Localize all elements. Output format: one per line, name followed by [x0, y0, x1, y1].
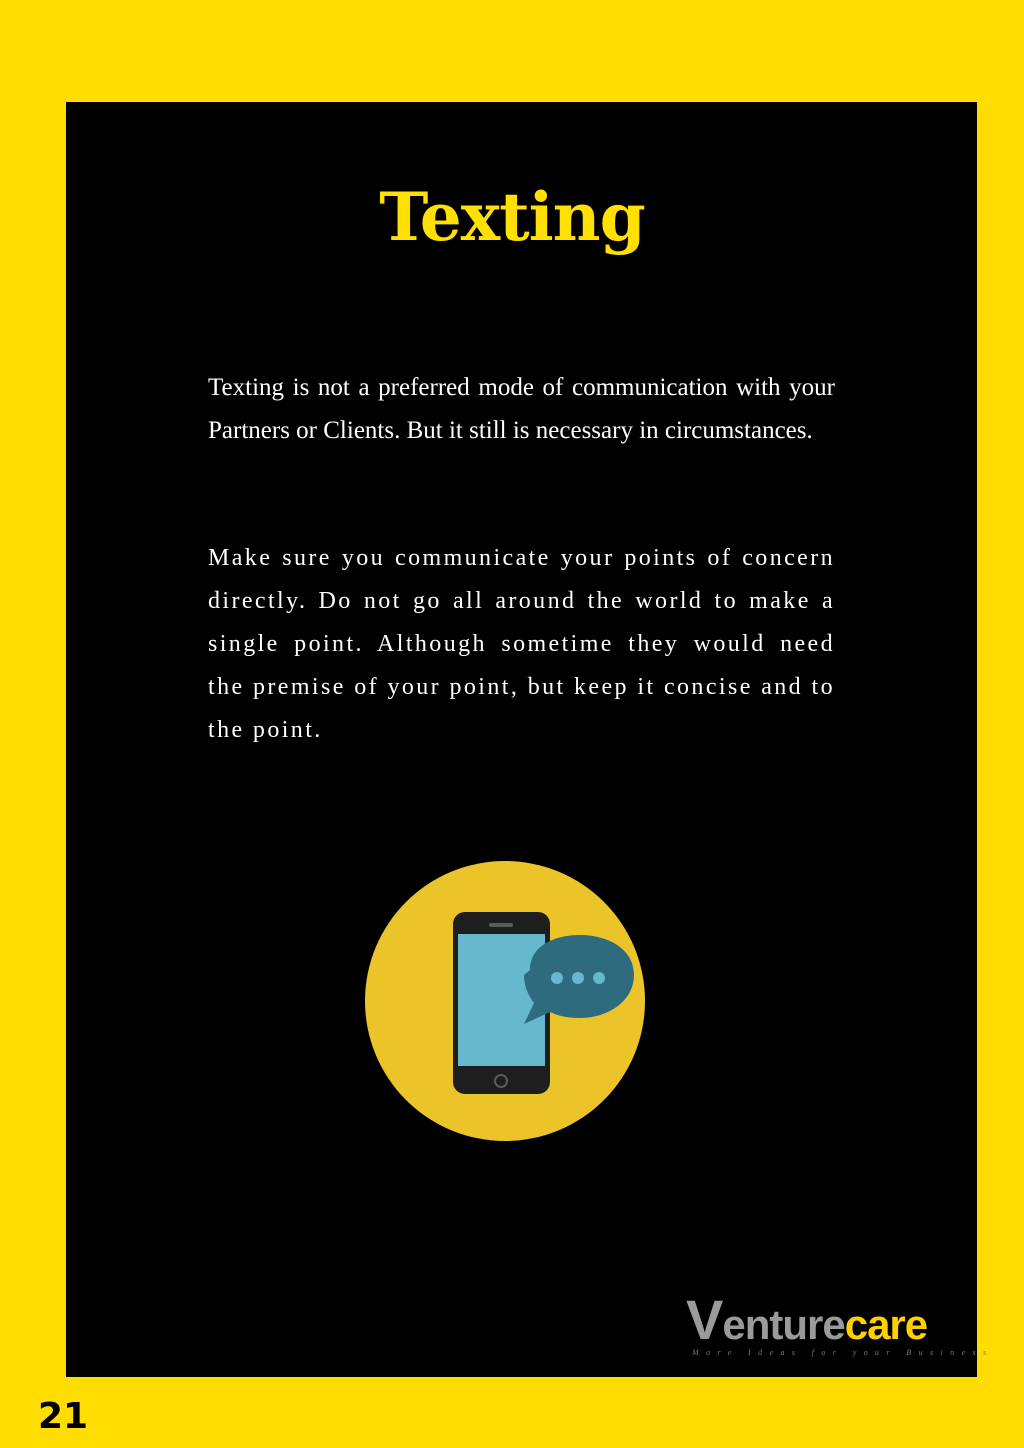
page-number: 21 — [38, 1396, 89, 1437]
texting-illustration — [364, 860, 646, 1142]
page-title: Texting — [379, 178, 645, 256]
logo-wordmark — [686, 1290, 927, 1355]
logo-text-enture: enture — [722, 1301, 845, 1348]
venturecare-logo — [686, 1288, 994, 1365]
intro-paragraph: Texting is not a preferred mode of communication with your Partners or Clients. But it still is necessary in circumstances. — [208, 374, 835, 444]
logo-text-care: care — [844, 1301, 928, 1348]
advice-paragraph: Make sure you communicate your points of concern directly. Do not go all around the world to make a single point. Although sometime they would need the premise of your point, but keep it concise and to the point. — [208, 545, 835, 743]
logo-letter-v: V — [686, 1288, 723, 1351]
logo-tagline: More Ideas for your Business — [692, 1348, 994, 1357]
